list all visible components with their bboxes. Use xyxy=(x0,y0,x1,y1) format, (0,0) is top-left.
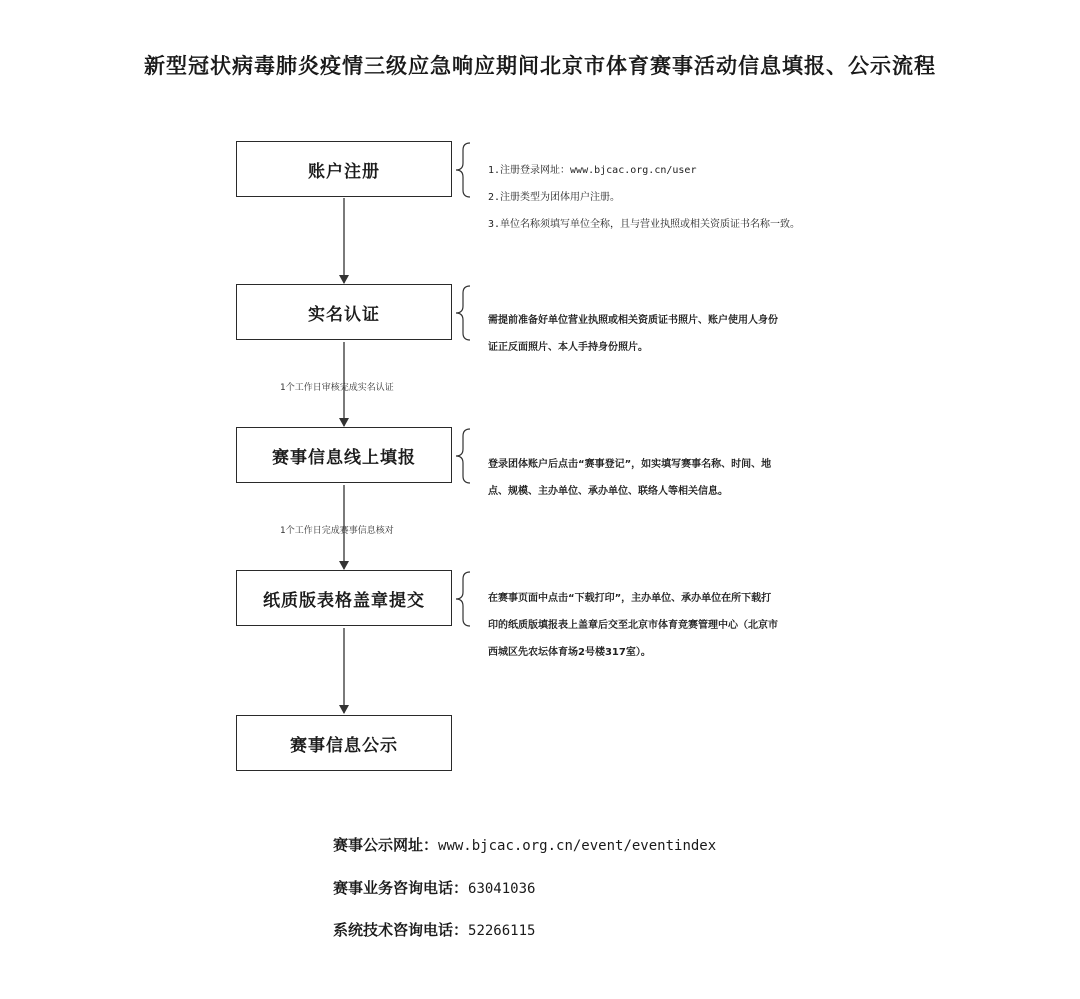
brace-3 xyxy=(456,429,470,483)
note-paper-submission xyxy=(488,578,778,673)
footer-website xyxy=(333,834,716,855)
step-paper-form-seal-submission: 纸质版表格盖章提交 xyxy=(236,570,452,626)
footer-website-label: 赛事公示网址： xyxy=(333,836,439,854)
step-online-event-info-filing: 赛事信息线上填报 xyxy=(236,427,452,483)
brace-4 xyxy=(456,572,470,626)
step-real-name-verification: 实名认证 xyxy=(236,284,452,340)
note-line: 2.注册类型为团体用户注册。 xyxy=(488,191,621,203)
page-title: 新型冠状病毒肺炎疫情三级应急响应期间北京市体育赛事活动信息填报、公示流程 xyxy=(144,53,936,78)
note-line: 印的纸质版填报表上盖章后交至北京市体育竞赛管理中心（北京市 xyxy=(488,619,778,631)
footer-business-phone-label: 赛事业务咨询电话： xyxy=(333,879,469,897)
footer-tech-phone-label: 系统技术咨询电话： xyxy=(333,921,469,939)
note-line: 点、规模、主办单位、承办单位、联络人等相关信息。 xyxy=(488,485,728,497)
note-line: 1.注册登录网址：www.bjcac.org.cn/user xyxy=(488,164,697,176)
brace-2 xyxy=(456,286,470,340)
note-line: 证正反面照片、本人手持身份照片。 xyxy=(488,341,648,353)
edge-label-info-check-time: 1个工作日完成赛事信息核对 xyxy=(280,526,394,536)
footer-business-phone xyxy=(333,877,535,898)
brace-1 xyxy=(456,143,470,197)
note-line: 在赛事页面中点击“下载打印”，主办单位、承办单位在所下载打 xyxy=(488,592,772,604)
note-account-registration xyxy=(488,150,800,245)
edge-label-verification-time: 1个工作日审核完成实名认证 xyxy=(280,383,394,393)
footer-business-phone-value: 63041036 xyxy=(468,881,536,897)
footer-tech-phone xyxy=(333,919,535,940)
note-line: 登录团体账户后点击“赛事登记”，如实填写赛事名称、时间、地 xyxy=(488,458,772,470)
step-account-registration: 账户注册 xyxy=(236,141,452,197)
note-line: 需提前准备好单位营业执照或相关资质证书照片、账户使用人身份 xyxy=(488,314,778,326)
note-online-filing xyxy=(488,444,771,512)
note-line: 西城区先农坛体育场2号楼317室）。 xyxy=(488,646,651,658)
note-real-name-verification xyxy=(488,300,778,368)
step-event-info-publication: 赛事信息公示 xyxy=(236,715,452,771)
note-line: 3.单位名称须填写单位全称，且与营业执照或相关资质证书名称一致。 xyxy=(488,218,801,230)
footer-tech-phone-value: 52266115 xyxy=(468,923,536,939)
footer-website-link[interactable]: www.bjcac.org.cn/event/eventindex xyxy=(438,838,717,854)
